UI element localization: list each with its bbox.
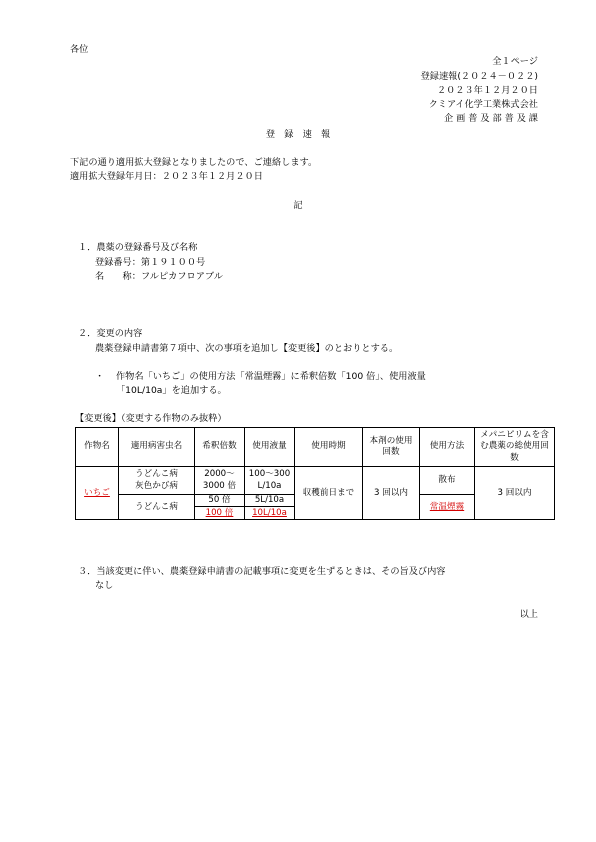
table-caption: 【変更後】（変更する作物のみ抜粋）: [75, 413, 227, 424]
page-count: 全１ページ: [492, 56, 538, 67]
count-cell: 3 回以内: [363, 467, 420, 520]
intro-line-1: 下記の通り適用拡大登録となりましたので、ご連絡します。: [70, 157, 318, 168]
issue-date: ２０２３年１２月２０日: [436, 85, 538, 96]
pesticide-name-label: 名 称：: [95, 271, 141, 282]
volume-cell-c: 10L/10a: [245, 507, 295, 520]
bulletin-number: 登録速報(２０２４－０２２): [420, 71, 538, 82]
page-title: 登 録 速 報: [265, 129, 331, 140]
bullet-line-1: 作物名「いちご」の使用方法「常温煙霧」に希釈倍数「100 倍」、使用液量: [116, 371, 426, 382]
header-crop: 作物名: [76, 428, 119, 467]
header-volume: 使用液量: [245, 428, 295, 467]
header-timing: 使用時期: [295, 428, 363, 467]
header-method: 使用方法: [420, 428, 475, 467]
header-dilution: 希釈倍数: [195, 428, 245, 467]
closing-remark: 以上: [519, 609, 538, 620]
dilution-cell-c: 100 倍: [195, 507, 245, 520]
timing-cell: 収穫前日まで: [295, 467, 363, 520]
intro-line-2: 適用拡大登録年月日：２０２３年１２月２０日: [70, 171, 263, 182]
volume-cell-b: 5L/10a: [245, 495, 295, 507]
company-name: クミアイ化学工業株式会社: [428, 99, 538, 110]
dilution-cell-b: 50 倍: [195, 495, 245, 507]
header-count: 本剤の使用回数: [363, 428, 420, 467]
dilution-cell-a: 2000～ 3000 倍: [195, 467, 245, 495]
section-1-heading: １．農薬の登録番号及び名称: [78, 242, 198, 253]
application-table: [75, 427, 555, 520]
department-name: 企 画 普 及 部 普 及 課: [444, 113, 538, 124]
volume-cell-a: 100～300 L/10a: [245, 467, 295, 495]
total-cell: 3 回以内: [475, 467, 555, 520]
pest-cell-b: うどんこ病: [119, 495, 195, 520]
section-3-heading: ３．当該変更に伴い、農薬登録申請書の記載事項に変更を生ずるときは、その旨及び内容: [78, 566, 446, 577]
header-total: メパニピリムを含む農薬の総使用回数: [475, 428, 555, 467]
method-cell-b: 常温煙霧: [420, 495, 475, 520]
header-pest: 適用病害虫名: [119, 428, 195, 467]
pest-cell-a: うどんこ病 灰色かび病: [119, 467, 195, 495]
pesticide-name-value: フルピカフロアブル: [140, 271, 223, 282]
section-3-body: なし: [95, 580, 114, 591]
ki-mark: 記: [293, 200, 303, 211]
registration-number: 登録番号：第１９１００号: [95, 257, 206, 268]
addressee: 各位: [70, 44, 89, 55]
section-2-heading: ２．変更の内容: [78, 328, 143, 339]
table-row: [76, 467, 555, 495]
method-cell-a: 散布: [420, 467, 475, 495]
pesticide-name: [95, 271, 223, 283]
bullet-mark: ・: [95, 371, 105, 382]
section-2-body: 農薬登録申請書第７項中、次の事項を追加し【変更後】のとおりとする。: [95, 343, 399, 354]
bullet-line-2: 「10L/10a」を追加する。: [116, 385, 227, 396]
crop-cell: いちご: [76, 467, 119, 520]
table-header-row: [76, 428, 555, 467]
